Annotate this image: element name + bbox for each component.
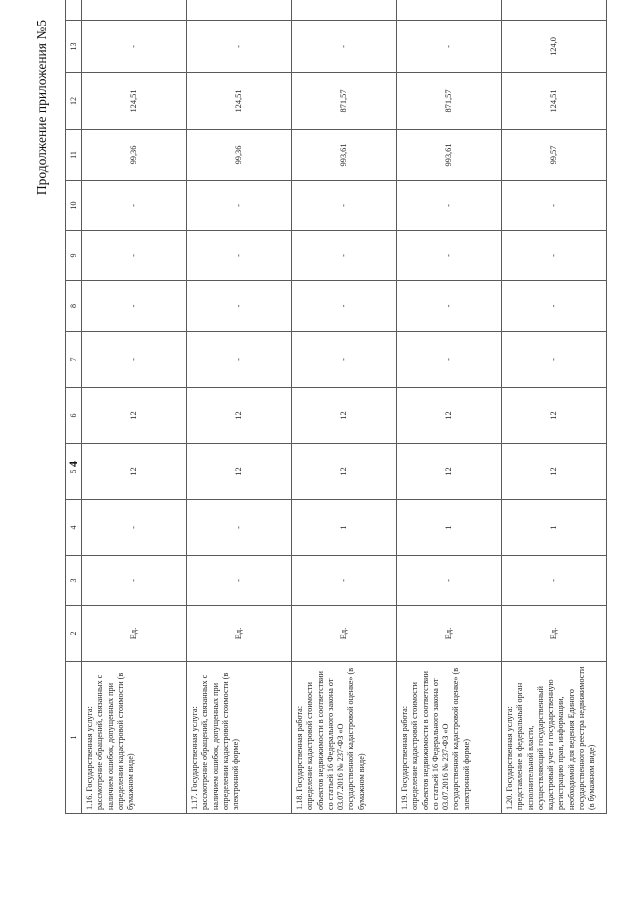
column-number: 6 (66, 388, 82, 444)
table-cell: 12 (502, 444, 607, 500)
column-number: 2 (66, 606, 82, 662)
column-number: 7 (66, 332, 82, 388)
table-cell: 12 (502, 388, 607, 444)
table-cell: - (397, 21, 502, 73)
table-cell (292, 0, 397, 21)
table-cell: - (82, 181, 187, 231)
table-cell: - (292, 231, 397, 281)
table-cell (187, 0, 292, 21)
column-number (66, 0, 82, 21)
table-cell: - (292, 332, 397, 388)
table-cell: 124,51 (82, 73, 187, 130)
table-cell: - (397, 332, 502, 388)
table-cell: 124,51 (502, 73, 607, 130)
column-number: 1 (66, 662, 82, 814)
table-cell: 993,61 (397, 130, 502, 181)
table-cell: 12 (82, 444, 187, 500)
table-cell: - (397, 231, 502, 281)
service-name-cell: 1.16. Государственная услуга: рассмотрение обращений, связанных с наличием ошибок, допущенных при определении кадастровой стоимости (в бумажном виде) (82, 662, 187, 814)
table-cell: Ед. (187, 606, 292, 662)
table-cell: - (187, 500, 292, 556)
table-cell (82, 0, 187, 21)
table-cell: 871,57 (292, 73, 397, 130)
table-cell: - (187, 332, 292, 388)
table-cell: - (187, 181, 292, 231)
service-name-cell: 1.20. Государственная услуга: представление в федеральный орган исполнительной власти, осуществляющий государственный кадастровый учет и государственную регистрацию прав, информации, необходимой для ведения Единого государственного реестра недвижимости (в бумажном виде) (502, 662, 607, 814)
table-cell: - (397, 556, 502, 606)
column-number: 12 (66, 73, 82, 130)
table-cell: - (82, 556, 187, 606)
table-row (397, 0, 502, 814)
column-number: 3 (66, 556, 82, 606)
table-cell: Ед. (292, 606, 397, 662)
table-cell: - (292, 181, 397, 231)
column-number: 4 (66, 500, 82, 556)
table-cell: 99,36 (82, 130, 187, 181)
table-cell: 12 (397, 444, 502, 500)
table-cell: - (187, 556, 292, 606)
table-row (292, 0, 397, 814)
table-cell: 1 (397, 500, 502, 556)
table-cell: Ед. (502, 606, 607, 662)
table-cell: - (292, 281, 397, 332)
column-number: 11 (66, 130, 82, 181)
table-cell: - (502, 231, 607, 281)
service-name-cell: 1.19. Государственная работа: определение кадастровой стоимости объектов недвижимости в соответствии со статьей 16 Федерального закона от 03.07.2016 № 237-ФЗ «О государственной кадастровой оценке» (в электронной форме) (397, 662, 502, 814)
table-cell: - (82, 281, 187, 332)
column-number: 10 (66, 181, 82, 231)
column-number: 13 (66, 21, 82, 73)
data-table (65, 0, 607, 814)
table-cell: - (397, 181, 502, 231)
service-name-cell: 1.17. Государственная услуга: рассмотрение обращений, связанных с наличием ошибок, допущенных при определении кадастровой стоимости (в электронной форме) (187, 662, 292, 814)
table-cell: - (292, 21, 397, 73)
table-cell: 12 (187, 444, 292, 500)
table-cell: 12 (187, 388, 292, 444)
table-cell: - (397, 281, 502, 332)
table-cell (397, 0, 502, 21)
table-cell: - (502, 556, 607, 606)
table-row (82, 0, 187, 814)
table-cell: - (82, 231, 187, 281)
table-cell (502, 0, 607, 21)
table-cell: - (187, 281, 292, 332)
page-number: 4 (66, 461, 80, 467)
table-cell: 124,51 (187, 73, 292, 130)
table-cell: 12 (292, 444, 397, 500)
service-name-cell: 1.18. Государственная работа: определение кадастровой стоимости объектов недвижимости в соответствии со статьей 16 Федерального закона от 03.07.2016 № 237-ФЗ «О государственной кадастровой оценке» (в бумажном виде) (292, 662, 397, 814)
table-row (187, 0, 292, 814)
table-cell: 12 (292, 388, 397, 444)
column-number-row (66, 0, 82, 814)
table-cell: 99,36 (187, 130, 292, 181)
table-cell: Ед. (82, 606, 187, 662)
table-cell: Ед. (397, 606, 502, 662)
table-cell: 99,57 (502, 130, 607, 181)
table-cell: 1 (292, 500, 397, 556)
table-cell: - (82, 332, 187, 388)
column-number: 9 (66, 231, 82, 281)
table-cell: - (82, 500, 187, 556)
table-cell: 12 (82, 388, 187, 444)
table-cell: 12 (397, 388, 502, 444)
table-row (502, 0, 607, 814)
table-cell: - (187, 21, 292, 73)
column-number: 5 (66, 444, 82, 500)
table-cell: - (82, 21, 187, 73)
table-cell: 124,0 (502, 21, 607, 73)
table-cell: - (502, 181, 607, 231)
table-cell: 993,61 (292, 130, 397, 181)
page-caption: Продолжение приложения №5 (34, 20, 49, 196)
table-cell: 871,57 (397, 73, 502, 130)
table-cell: 1 (502, 500, 607, 556)
table-cell: - (292, 556, 397, 606)
table-cell: - (502, 281, 607, 332)
table-cell: - (502, 332, 607, 388)
column-number: 8 (66, 281, 82, 332)
table-cell: - (187, 231, 292, 281)
